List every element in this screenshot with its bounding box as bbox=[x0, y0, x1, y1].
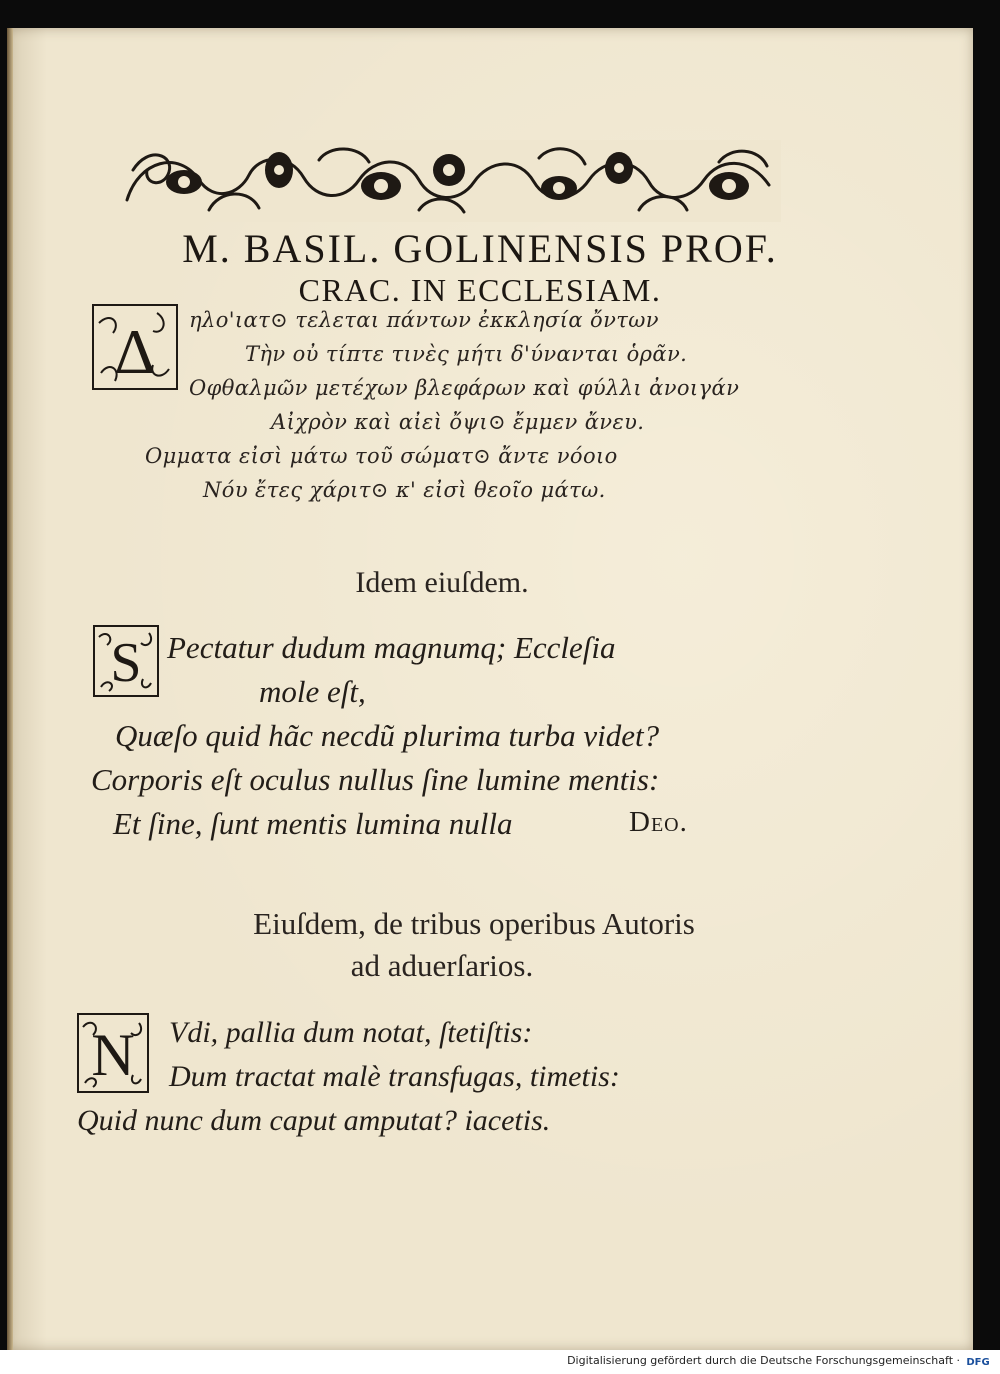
greek-line-2: Τὴν οὐ τίπτε τινὲς μήτι δ'ύνανται ὁρᾶν. bbox=[245, 342, 688, 366]
decorated-initial-n-icon bbox=[77, 1013, 149, 1093]
book-page bbox=[7, 28, 973, 1350]
greek-line-5: Ομματα εἰσὶ μάτω τοῦ σώματ⊙ ἄντε νόοιο bbox=[145, 444, 618, 468]
ornament-headpiece bbox=[119, 140, 781, 222]
svg-text:N: N bbox=[91, 1022, 135, 1088]
svg-text:DFG: DFG bbox=[966, 1357, 990, 1368]
footer-credit: Digitalisierung gefördert durch die Deutsche Forschungsgemeinschaft · bbox=[567, 1354, 960, 1367]
verse1-line-2: mole eſt, bbox=[259, 674, 366, 709]
svg-text:Δ: Δ bbox=[114, 316, 156, 387]
dfg-logo-icon bbox=[964, 1353, 992, 1369]
greek-line-4: Αἰχρὸν καὶ αἰεὶ ὄψι⊙ ἔμμεν ἄνευ. bbox=[271, 410, 645, 434]
decorated-initial-icon bbox=[91, 303, 179, 391]
verse2-line-3: Quid nunc dum caput amputat? iacetis. bbox=[77, 1104, 551, 1137]
greek-line-1: ηλο'ιατ⊙ τελεται πάντων ἐκκλησία ὄντων bbox=[189, 308, 659, 332]
verse2-line-1: Vdi, pallia dum notat, ſtetiſtis: bbox=[169, 1016, 533, 1049]
verse2-line-2: Dum tractat malè transfugas, timetis: bbox=[169, 1060, 620, 1093]
page-subtitle: CRAC. IN ECCLESIAM. bbox=[298, 272, 662, 308]
section-heading-1: Idem eiuſdem. bbox=[355, 566, 529, 599]
verse1-deo: Deo. bbox=[629, 806, 688, 838]
page-title: M. BASIL. GOLINENSIS PROF. bbox=[182, 226, 778, 271]
section-heading-2: Eiuſdem, de tribus operibus Autoris bbox=[253, 906, 695, 941]
section-heading-2-continued: ad aduerſarios. bbox=[350, 948, 534, 983]
verse1-line-1: Pectatur dudum magnumq; Eccleſia bbox=[167, 630, 616, 665]
greek-line-6: Νόυ ἔτες χάριτ⊙ κ' εἰσὶ θεοῖο μάτω. bbox=[203, 478, 606, 502]
svg-text:S: S bbox=[110, 632, 142, 694]
footer-bar bbox=[0, 1350, 1000, 1374]
verse1-line-3: Quæſo quid hãc necdũ plurima turba videt? bbox=[115, 718, 660, 753]
greek-line-3: Οφθαλμῶν μετέχων βλεφάρων καὶ φύλλι ἀνοιγάν bbox=[189, 376, 740, 400]
verse1-line-5: Et ſine, ſunt mentis lumina nulla bbox=[113, 806, 513, 841]
decorated-initial-s-icon bbox=[93, 625, 159, 697]
verse1-line-4: Corporis eſt oculus nullus ſine lumine mentis: bbox=[91, 762, 660, 797]
